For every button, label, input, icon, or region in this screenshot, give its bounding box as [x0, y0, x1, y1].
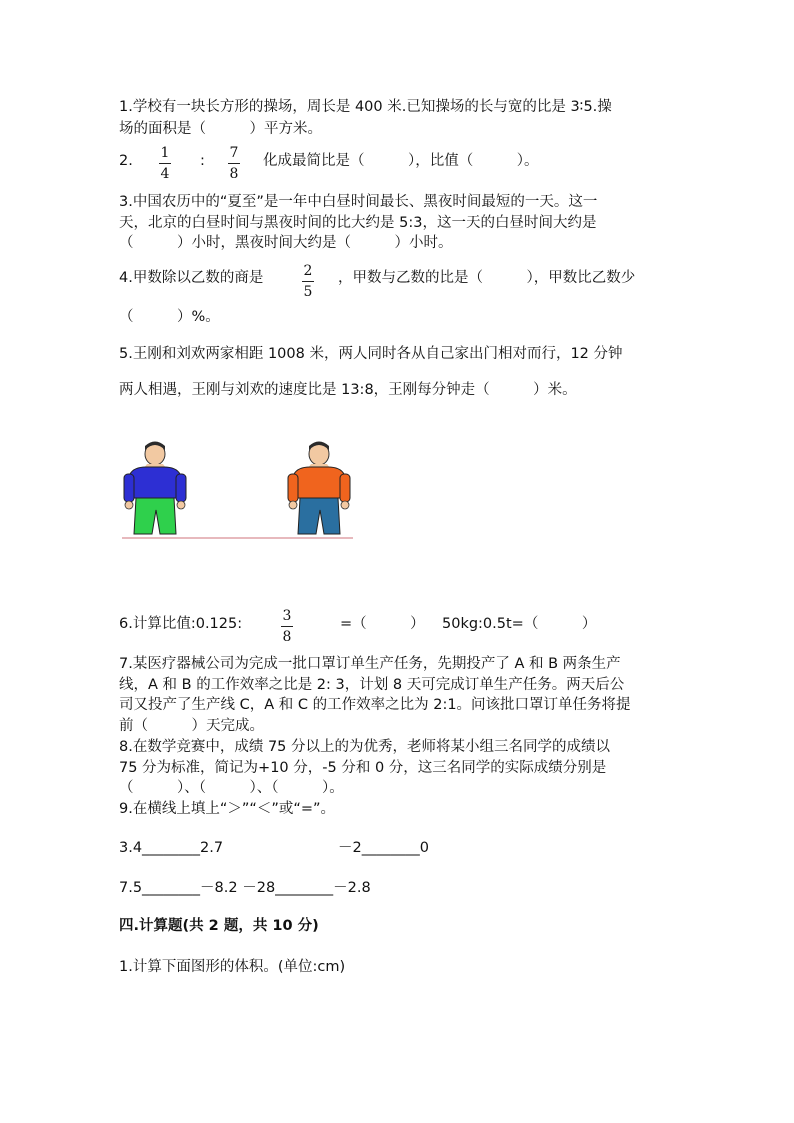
fraction-numerator: 7 [229, 145, 239, 161]
q8-line3: （ ）、（ ）、（ ）。 [119, 780, 344, 796]
q6-equals: =（ ） [340, 616, 425, 632]
q4-line2: （ ）%。 [119, 309, 220, 325]
q6-lead: 6.计算比值:0.125: [119, 616, 243, 632]
fraction-denominator: 8 [282, 629, 292, 645]
fraction-numerator: 1 [160, 145, 170, 161]
q4-fraction [302, 263, 314, 300]
q8-line1: 8.在数学竞赛中，成绩 75 分以上的为优秀，老师将某小组三名同学的成绩以 [119, 739, 611, 755]
q7-line3: 司又投产了生产线 C，A 和 C 的工作效率之比为 2:1。问该批口罩订单任务将提 [119, 697, 631, 713]
q9-row2: 7.5________－8.2 －28________－2.8 [119, 880, 371, 896]
q9-line1: 9.在横线上填上“＞”“＜”或“=”。 [119, 801, 336, 817]
fraction-bar [159, 163, 171, 164]
q4-lead: 4.甲数除以乙数的商是 [119, 270, 264, 286]
q7-line4: 前（ ）天完成。 [119, 718, 264, 734]
fraction-numerator: 2 [303, 263, 313, 279]
q9-row1-left: 3.4________2.7 [119, 840, 224, 856]
q3-line1: 3.中国农历中的“夏至”是一年中白昼时间最长、黑夜时间最短的一天。这一 [119, 194, 598, 210]
q6-second-part: 50kg:0.5t=（ ） [442, 616, 597, 632]
fraction-bar [228, 163, 240, 164]
q4-text: ，甲数与乙数的比是（ ），甲数比乙数少 [338, 270, 636, 286]
fraction-bar [281, 626, 293, 627]
fraction-denominator: 4 [160, 166, 170, 182]
q5-line2: 两人相遇，王刚与刘欢的速度比是 13:8，王刚每分钟走（ ）米。 [119, 382, 577, 398]
q6-fraction [281, 608, 293, 645]
q9-row1-right: －2________0 [338, 840, 429, 856]
q2-text: 化成最简比是（ ），比值（ ）。 [263, 153, 539, 169]
q5-line1: 5.王刚和刘欢两家相距 1008 米，两人同时各从自己家出门相对而行，12 分钟 [119, 346, 623, 362]
section4-q1: 1.计算下面图形的体积。(单位:cm) [119, 959, 346, 975]
section-heading: 四.计算题(共 2 题，共 10 分) [119, 918, 319, 934]
q1-line1: 1.学校有一块长方形的操场，周长是 400 米.已知操场的长与宽的比是 3∶5.操 [119, 99, 612, 115]
q2-number: 2. [119, 153, 133, 169]
boy-orange-shirt-illustration [286, 440, 356, 538]
q2-fraction-1 [159, 145, 171, 182]
fraction-denominator: 8 [229, 166, 239, 182]
q7-line2: 线，A 和 B 的工作效率之比是 2: 3，计划 8 天可完成订单生产任务。两天后公 [119, 677, 625, 693]
q1-line2: 场的面积是（ ）平方米。 [119, 121, 322, 137]
q2-fraction-2 [228, 145, 240, 182]
fraction-denominator: 5 [303, 284, 313, 300]
q7-line1: 7.某医疗器械公司为完成一批口罩订单生产任务，先期投产了 A 和 B 两条生产 [119, 656, 621, 672]
fraction-bar [302, 281, 314, 282]
ground-line [122, 537, 353, 539]
q8-line2: 75 分为标准，简记为+10 分，-5 分和 0 分，这三名同学的实际成绩分别是 [119, 760, 607, 776]
fraction-numerator: 3 [282, 608, 292, 624]
q3-line3: （ ）小时，黑夜时间大约是（ ）小时。 [119, 235, 453, 251]
q2-colon: : [200, 153, 205, 169]
q3-line2: 天，北京的白昼时间与黑夜时间的比大约是 5:3，这一天的白昼时间大约是 [119, 215, 597, 231]
boy-blue-shirt-illustration [120, 440, 190, 538]
